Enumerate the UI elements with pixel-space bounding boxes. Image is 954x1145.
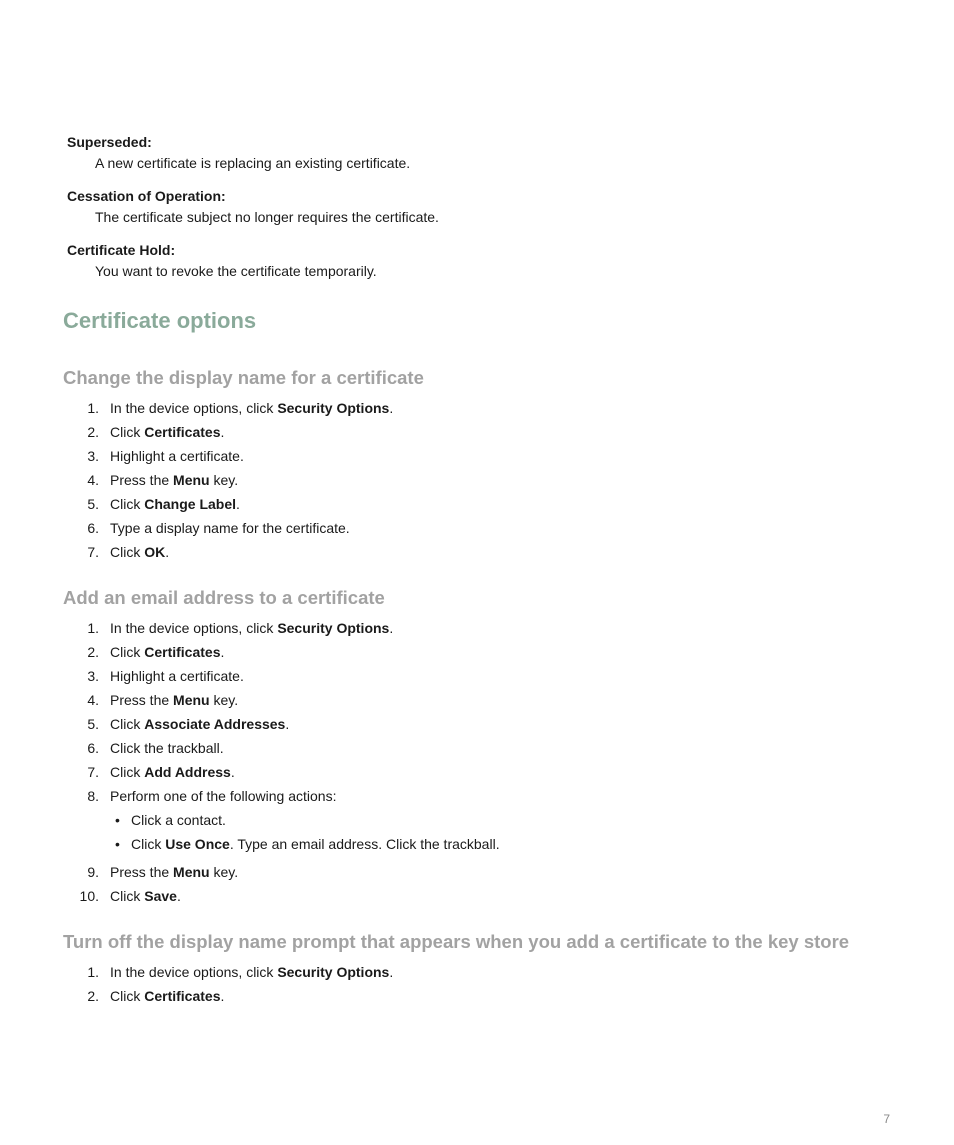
step-item: 4. Press the Menu key.: [87, 692, 239, 708]
step-item: 6. Type a display name for the certificate.: [87, 520, 350, 536]
step-item: 1. In the device options, click Security Options.: [87, 620, 394, 636]
step-item: 2. Click Certificates.: [87, 644, 225, 660]
definitions-list: [67, 133, 887, 295]
step-item: 4. Press the Menu key.: [87, 472, 239, 488]
step-item: 2. Click Certificates.: [87, 424, 225, 440]
step-item: 5. Click Associate Addresses.: [87, 716, 290, 732]
step-item: 10. Click Save.: [79, 888, 181, 904]
steps-list-change-display-name: [63, 396, 923, 564]
definition-term: Superseded:: [67, 134, 152, 150]
steps-list-turn-off-display-name-prompt: [63, 960, 923, 1008]
definition-description: A new certificate is replacing an existing certificate.: [95, 155, 411, 171]
step-item: 3. Highlight a certificate.: [87, 668, 244, 684]
step-item: 3. Highlight a certificate.: [87, 448, 244, 464]
page-number: 7: [883, 1112, 890, 1126]
subsection-title-turn-off-display-name-prompt: Turn off the display name prompt that appears when you add a certificate to the key store: [63, 931, 850, 952]
section-title: Certificate options: [63, 308, 257, 333]
substep-item: • Click Use Once. Type an email address. Click the trackball.: [115, 836, 500, 852]
step-item: 6. Click the trackball.: [87, 740, 224, 756]
definition-superseded: [67, 133, 887, 172]
subsection-title-change-display-name: Change the display name for a certificate: [63, 367, 424, 388]
subsection-title-add-email-address: Add an email address to a certificate: [63, 587, 385, 608]
step-item: 1. In the device options, click Security Options.: [87, 964, 394, 980]
definition-certificate-hold: [67, 241, 887, 280]
step-item: 2. Click Certificates.: [87, 988, 225, 1004]
steps-list-add-email-address: [63, 616, 923, 908]
definition-term: Cessation of Operation:: [67, 188, 226, 204]
step-item: 7. Click Add Address.: [87, 764, 235, 780]
definition-description: You want to revoke the certificate temporarily.: [95, 263, 377, 279]
definition-description: The certificate subject no longer requires the certificate.: [95, 209, 439, 225]
step-item: 7. Click OK.: [87, 544, 170, 560]
substep-item: • Click a contact.: [115, 812, 226, 828]
step-item: 9. Press the Menu key.: [87, 864, 239, 880]
step-item: 1. In the device options, click Security Options.: [87, 400, 394, 416]
main-content: [63, 306, 923, 1008]
substeps-list: [110, 808, 923, 856]
step-item: 8. Perform one of the following actions: • Click a contact. • Click Use Once. Type an email address. Click the trackball.: [63, 784, 923, 856]
definition-term: Certificate Hold:: [67, 242, 176, 258]
definition-cessation-of-operation: [67, 187, 887, 226]
step-item: 5. Click Change Label.: [87, 496, 240, 512]
